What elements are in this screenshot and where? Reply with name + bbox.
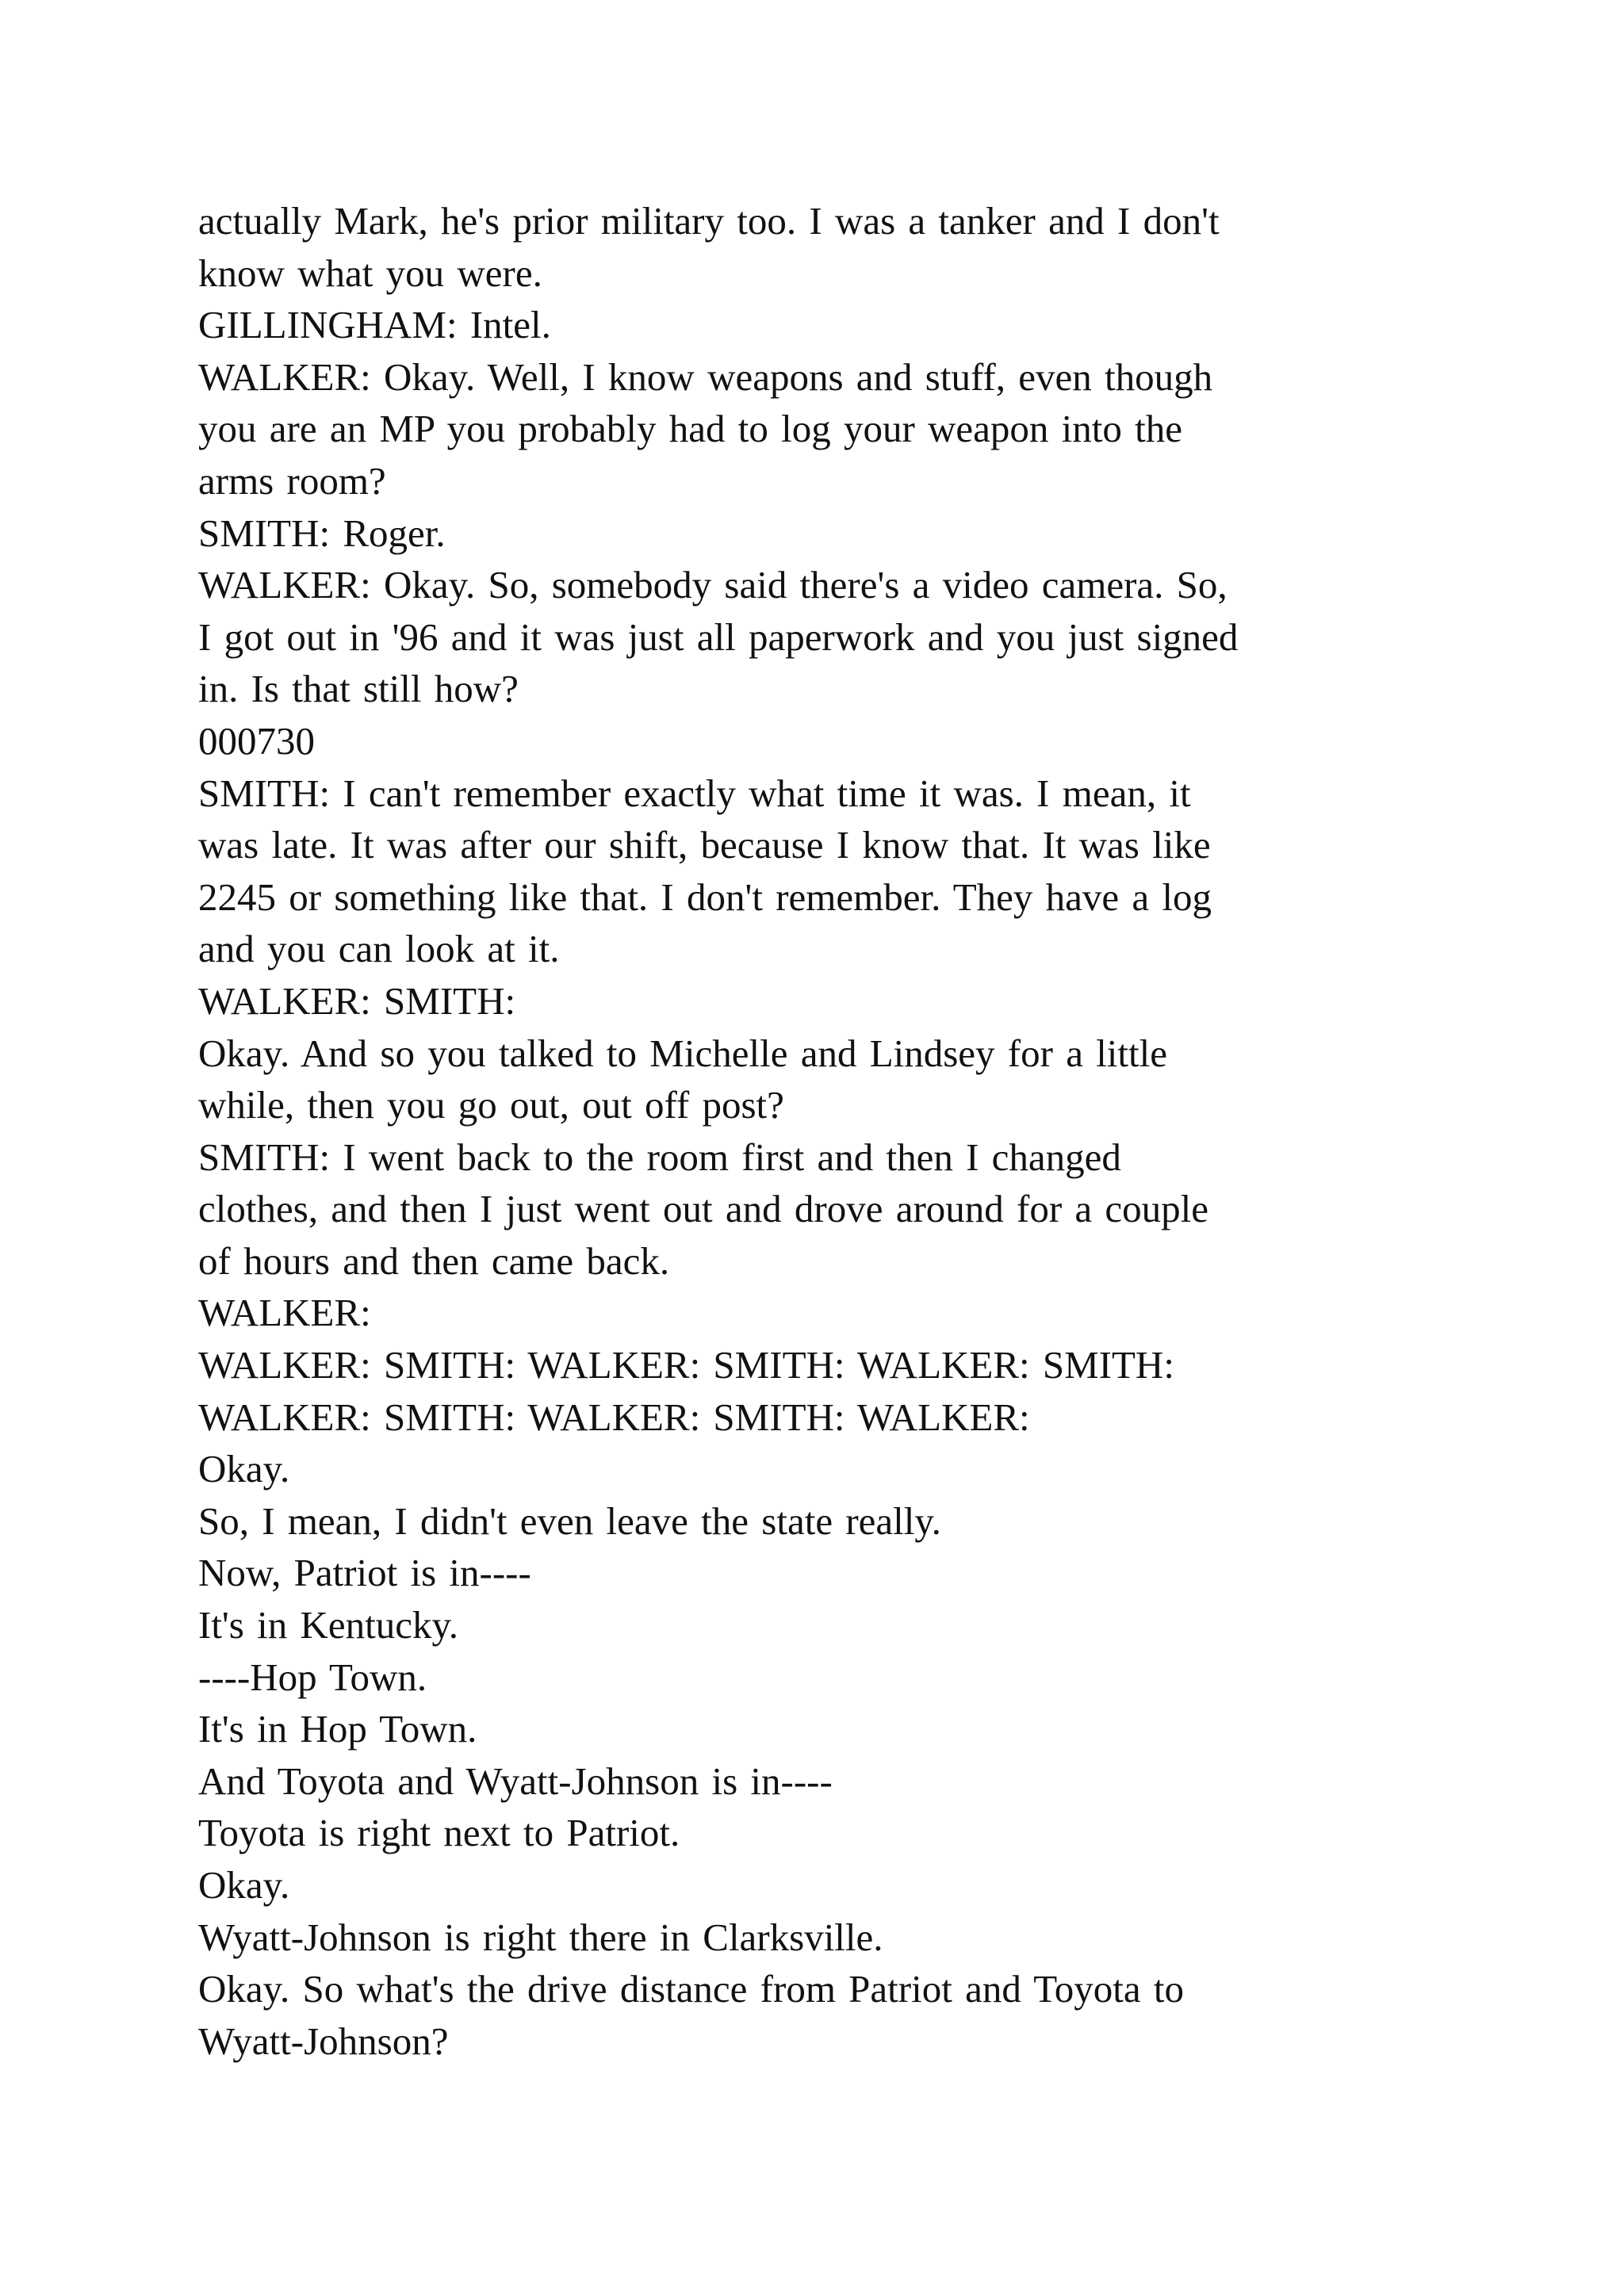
transcript-line: It's in Kentucky. <box>198 1603 459 1647</box>
transcript-line: WALKER: SMITH: <box>198 978 516 1023</box>
page-number: 000730 <box>198 718 315 763</box>
transcript-line: was late. It was after our shift, because I know that. It was like <box>198 823 1211 867</box>
transcript-line: actually Mark, he's prior military too. I was a tanker and I don't <box>198 199 1220 243</box>
transcript-line: in. Is that still how? <box>198 667 519 711</box>
transcript-line: ----Hop Town. <box>198 1655 427 1699</box>
transcript-line: WALKER: SMITH: WALKER: SMITH: WALKER: <box>198 1395 1030 1439</box>
transcript-line: Wyatt-Johnson is right there in Clarksville. <box>198 1915 883 1959</box>
transcript-line: WALKER: <box>198 1291 371 1335</box>
transcript-line: GILLINGHAM: Intel. <box>198 303 551 347</box>
transcript-line: you are an MP you probably had to log your weapon into the <box>198 407 1183 451</box>
transcript-line: Okay. <box>198 1447 290 1491</box>
transcript-line: SMITH: I can't remember exactly what time it was. I mean, it <box>198 771 1191 815</box>
transcript-line: know what you were. <box>198 251 542 295</box>
transcript-line: It's in Hop Town. <box>198 1707 477 1751</box>
transcript-line: Wyatt-Johnson? <box>198 2019 449 2063</box>
transcript-line: Now, Patriot is in---- <box>198 1551 531 1595</box>
transcript-line: WALKER: Okay. Well, I know weapons and stuff, even though <box>198 354 1213 399</box>
transcript-line: Toyota is right next to Patriot. <box>198 1811 680 1855</box>
transcript-line: while, then you go out, out off post? <box>198 1083 784 1127</box>
transcript-line: SMITH: Roger. <box>198 511 446 555</box>
transcript-line: WALKER: SMITH: WALKER: SMITH: WALKER: SMITH: <box>198 1343 1174 1387</box>
transcript-line: SMITH: I went back to the room first and then I changed <box>198 1135 1121 1179</box>
transcript-line: So, I mean, I didn't even leave the state really. <box>198 1498 941 1543</box>
transcript-line: WALKER: Okay. So, somebody said there's a video camera. So, <box>198 563 1228 607</box>
transcript-line: I got out in '96 and it was just all paperwork and you just signed <box>198 614 1239 659</box>
transcript-text <box>198 195 1499 2067</box>
transcript-line: clothes, and then I just went out and drove around for a couple <box>198 1187 1209 1231</box>
transcript-line: Okay. And so you talked to Michelle and Lindsey for a little <box>198 1031 1168 1075</box>
transcript-line: of hours and then came back. <box>198 1238 670 1283</box>
transcript-line: Okay. So what's the drive distance from Patriot and Toyota to <box>198 1967 1184 2011</box>
transcript-line: Okay. <box>198 1863 290 1907</box>
transcript-line: And Toyota and Wyatt-Johnson is in---- <box>198 1758 833 1803</box>
transcript-line: and you can look at it. <box>198 927 560 971</box>
transcript-line: 2245 or something like that. I don't remember. They have a log <box>198 874 1212 919</box>
transcript-line: arms room? <box>198 458 386 503</box>
